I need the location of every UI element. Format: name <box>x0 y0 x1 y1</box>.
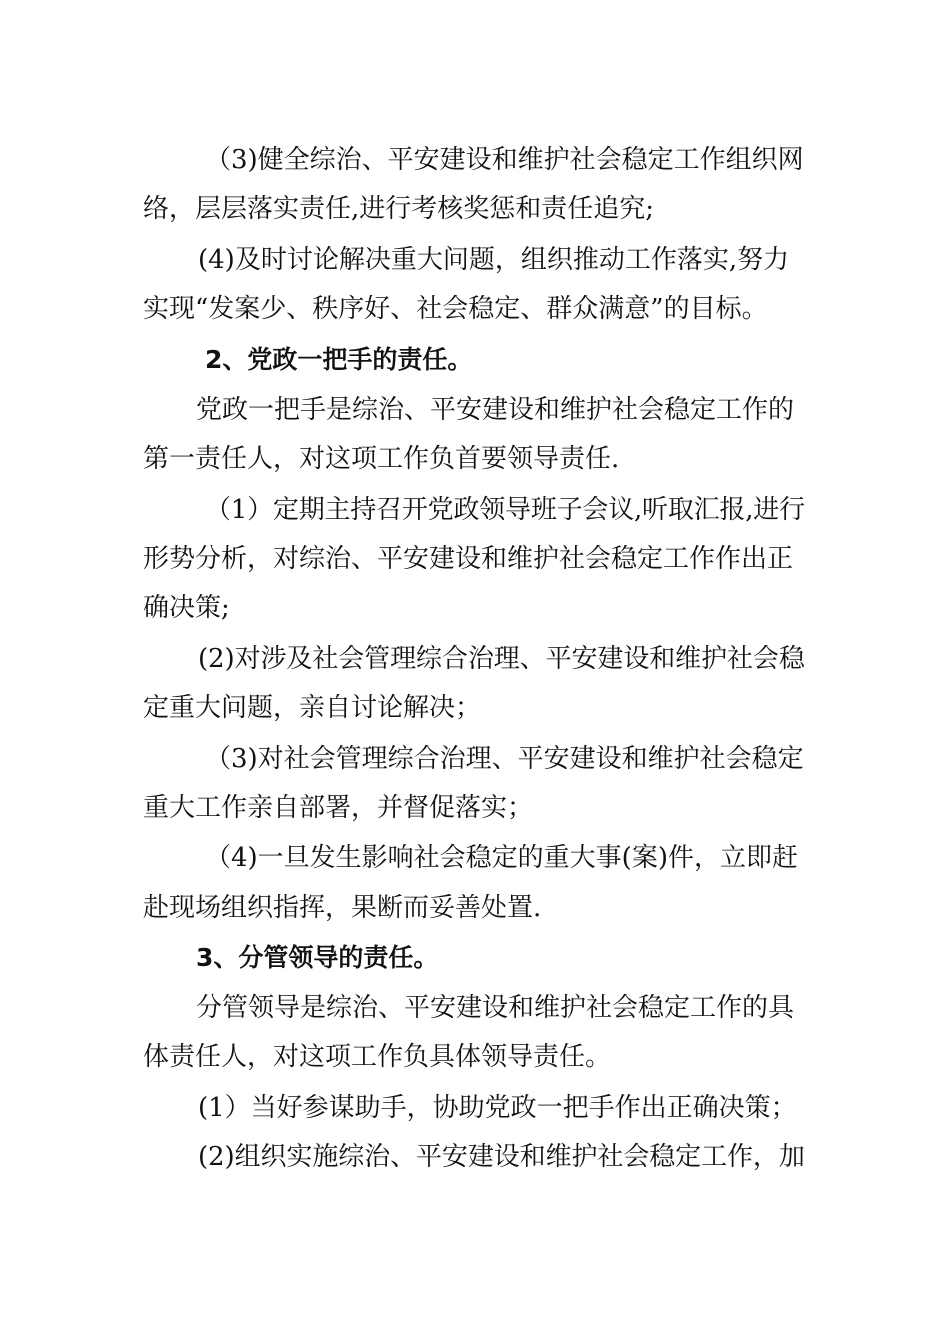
text-line: 实现“发案少、秩序好、社会稳定、群众满意”的目标。 <box>143 294 768 324</box>
text-line: （1）定期主持召开党政领导班子会议,听取汇报,进行 <box>205 495 805 525</box>
section-heading: 2、党政一把手的责任。 <box>205 345 473 374</box>
text-line: （4)一旦发生影响社会稳定的重大事(案)件，立即赶 <box>205 843 798 873</box>
text-line: 形势分析，对综治、平安建设和维护社会稳定工作作出正 <box>143 544 794 574</box>
text-line: （3)健全综治、平安建设和维护社会稳定工作组织网 <box>205 145 804 175</box>
section-heading: 3、分管领导的责任。 <box>196 943 439 972</box>
text-line: (2)组织实施综治、平安建设和维护社会稳定工作，加 <box>198 1142 805 1172</box>
text-line: 赴现场组织指挥，果断而妥善处置. <box>143 893 542 923</box>
text-line: 络，层层落实责任,进行考核奖惩和责任追究; <box>143 194 655 224</box>
text-line: 第一责任人，对这项工作负首要领导责任. <box>143 444 620 474</box>
text-line: 重大工作亲自部署，并督促落实； <box>143 793 534 823</box>
text-line: (2)对涉及社会管理综合治理、平安建设和维护社会稳 <box>198 644 805 674</box>
text-line: 党政一把手是综治、平安建设和维护社会稳定工作的 <box>196 395 795 425</box>
text-line: 分管领导是综治、平安建设和维护社会稳定工作的具 <box>196 993 795 1023</box>
text-line: 定重大问题，亲自讨论解决； <box>143 693 482 723</box>
text-line: (1）当好参谋助手，协助党政一把手作出正确决策； <box>198 1093 797 1123</box>
text-line: （3)对社会管理综合治理、平安建设和维护社会稳定 <box>205 744 804 774</box>
text-line: 确决策; <box>143 593 230 623</box>
text-line: (4)及时讨论解决重大问题，组织推动工作落实,努力 <box>198 245 790 275</box>
text-line: 体责任人，对这项工作负具体领导责任。 <box>143 1042 612 1072</box>
